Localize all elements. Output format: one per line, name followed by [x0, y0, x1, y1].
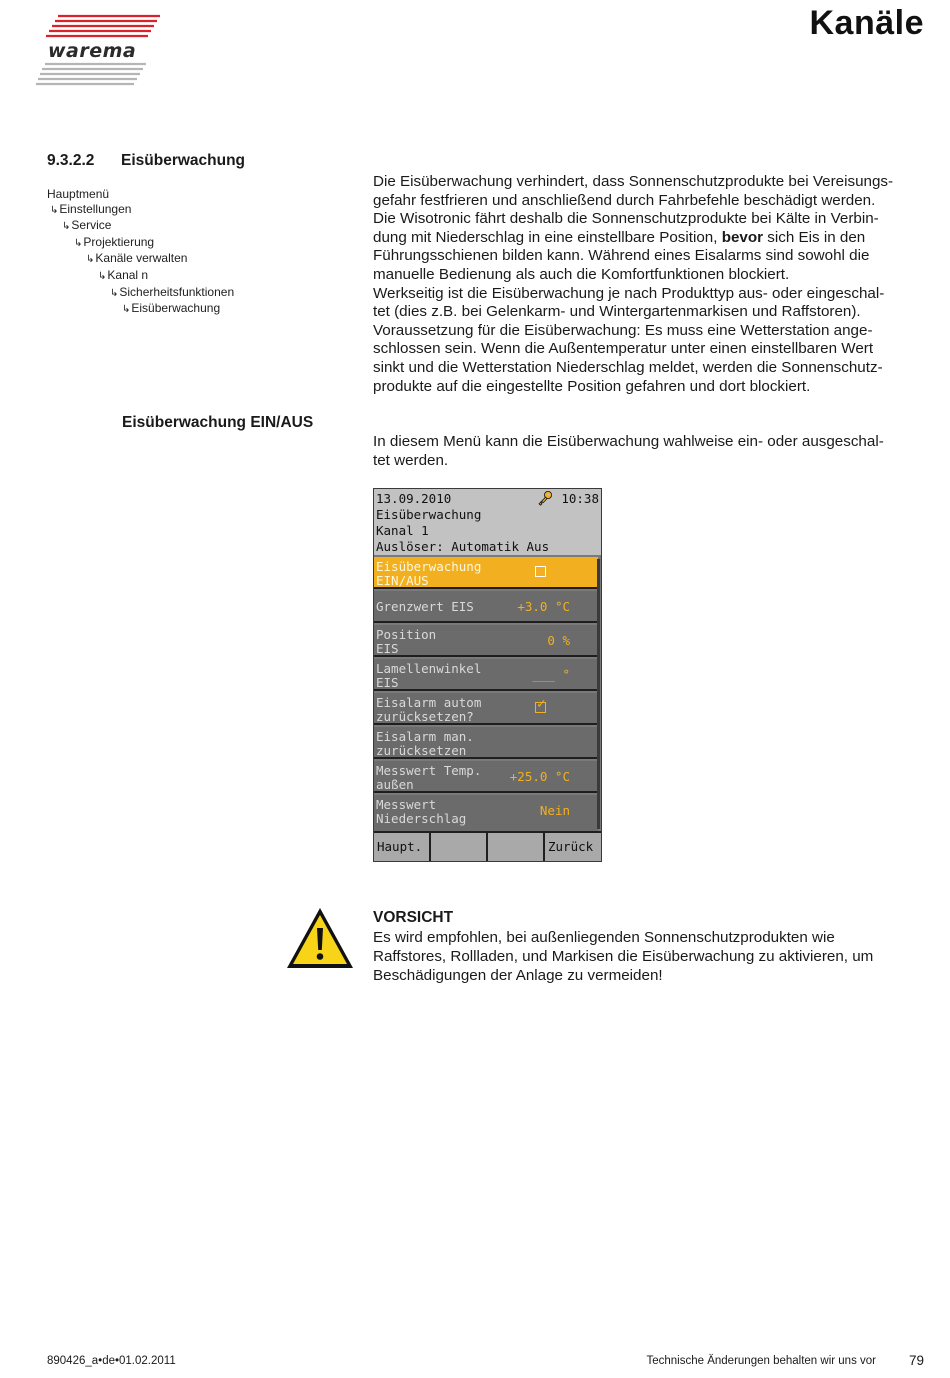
menu-path-item: ↳Kanäle verwalten [86, 251, 188, 266]
menu-row-ice-monitoring-toggle[interactable]: Eisüberwachung EIN/AUS [374, 557, 598, 589]
display-scrollbar[interactable] [597, 559, 600, 829]
menu-path-item: ↳Kanal n [98, 267, 149, 282]
emphasis: bevor [721, 228, 764, 246]
arrow-icon: ↳ [86, 254, 95, 266]
warning-text: Es wird empfohlen, bei außenliegenden Sonnenschutzprodukten wie Raffstores, Rollladen, und Markisen die Eisüberwachung zu aktivieren, um Beschädigungen der Anlage zu vermeiden! [373, 929, 874, 984]
threshold-value: +3.0 °C [517, 599, 570, 614]
softkey-back[interactable]: Zurück [545, 833, 601, 861]
arrow-icon: ↳ [98, 270, 107, 282]
page-title: Kanäle [809, 4, 924, 42]
menu-path-item: ↳Einstellungen [50, 201, 132, 216]
menu-path-item: ↳Projektierung [74, 234, 155, 249]
wrench-key-icon [537, 490, 553, 506]
menu-row-outdoor-temp[interactable]: Messwert Temp. außen +25.0 °C [374, 761, 598, 793]
footer-notice: Technische Änderungen behalten wir uns vor [646, 1355, 876, 1367]
menu-path-item: ↳Sicherheitsfunktionen [110, 284, 235, 299]
outdoor-temp-value: +25.0 °C [509, 769, 570, 784]
logo-wordmark: warema [48, 40, 137, 62]
menu-path-item: ↳Eisüberwachung [122, 301, 221, 316]
intro-paragraph: Die Eisüberwachung verhindert, dass Sonnenschutzprodukte bei Vereisungs- gefahr festfrieren und anschließend durch Fahrbefehle beschädigt werden. Die Wisotronic fährt deshalb die Sonnenschutzprodukte bei Kälte in Verbin- dung mit Niederschlag in eine einstellbare Position, bevor sich Eis in den Führungsschienen bilden kann. Während eines Eisalarms sind sowohl die manuelle Bedienung als auch die Komfortfunktionen blockiert. Werkseitig ist die Eisüberwachung je nach Produkttyp aus- oder eingeschal- tet (dies z.B. bei Gelenkarm- und Wintergartenmarkisen und Raffstoren). Voraussetzung für die Eisüberwachung: Es muss eine Wetterstation ange- schlossen sein. Wenn die Außentemperatur unter einen einstellbaren Wert sinkt und die Wetterstation Niederschlag meldet, werden die Sonnenschutz- produkte auf die eingestellte Position gefahren und dort blockiert. [373, 173, 894, 395]
menu-path-item: Hauptmenü [47, 187, 110, 201]
softkey-main-menu[interactable]: Haupt. [374, 833, 431, 861]
arrow-icon: ↳ [74, 237, 83, 249]
device-display [373, 488, 602, 862]
menu-path [47, 187, 234, 318]
warning-title: VORSICHT [373, 909, 454, 926]
checkbox-icon[interactable] [535, 566, 546, 577]
display-header [374, 489, 601, 555]
softkey-bar [374, 831, 601, 861]
section-heading [47, 152, 245, 170]
menu-row-manual-reset[interactable]: Eisalarm man. zurücksetzen [374, 727, 598, 759]
slat-angle-value: ___ ° [532, 667, 570, 682]
warema-logo [36, 14, 162, 96]
subsection-paragraph: In diesem Menü kann die Eisüberwachung wahlweise ein- oder ausgeschal- tet werden. [373, 433, 884, 469]
arrow-icon: ↳ [50, 204, 59, 216]
subsection-heading: Eisüberwachung EIN/AUS [122, 414, 314, 431]
checkbox-checked-icon[interactable]: ✓ [537, 696, 546, 712]
display-channel: Kanal 1 [376, 523, 429, 538]
menu-path-item: ↳Service [62, 218, 112, 233]
page-number: 79 [908, 1353, 924, 1368]
document-id: 890426_a•de•01.02.2011 [47, 1355, 176, 1367]
section-title: Eisüberwachung [121, 152, 246, 169]
menu-row-auto-reset[interactable]: Eisalarm autom zurücksetzen? ✓ [374, 693, 598, 725]
menu-row-position[interactable]: Position EIS 0 % [374, 625, 598, 657]
menu-row-threshold[interactable]: Grenzwert EIS +3.0 °C [374, 591, 598, 623]
precipitation-value: Nein [539, 803, 570, 818]
menu-row-slat-angle[interactable]: Lamellenwinkel EIS ___ ° [374, 659, 598, 691]
position-value: 0 % [547, 633, 570, 648]
display-title: Eisüberwachung [376, 507, 482, 522]
warning-triangle-icon [285, 906, 355, 970]
menu-row-precipitation[interactable]: Messwert Niederschlag Nein [374, 795, 598, 831]
display-date: 13.09.2010 [376, 491, 452, 506]
display-trigger: Auslöser: Automatik Aus [376, 539, 550, 554]
section-number: 9.3.2.2 [47, 152, 95, 169]
arrow-icon: ↳ [122, 304, 131, 316]
softkey-2[interactable] [431, 833, 488, 861]
arrow-icon: ↳ [62, 221, 71, 233]
arrow-icon: ↳ [110, 287, 119, 299]
display-time: 10:38 [561, 491, 599, 506]
softkey-3[interactable] [488, 833, 545, 861]
